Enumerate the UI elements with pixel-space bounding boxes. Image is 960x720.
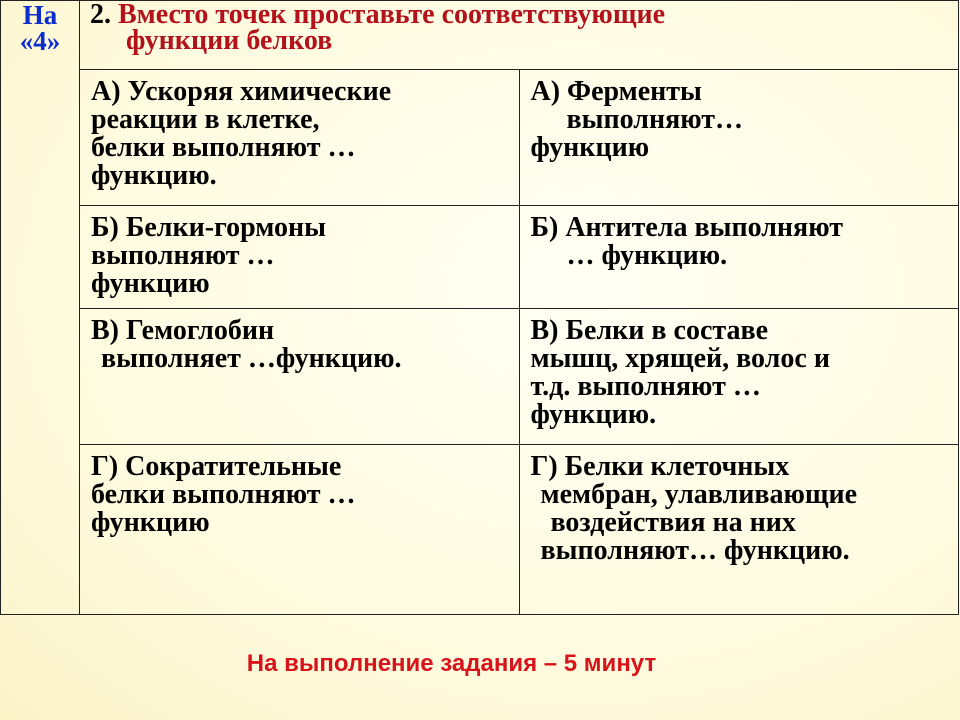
left-cell-b bbox=[80, 206, 520, 309]
cell-line: белки выполняют … bbox=[91, 132, 356, 163]
task-number: 2. bbox=[90, 0, 111, 30]
cell-line: реакции в клетке, bbox=[91, 104, 320, 135]
cell-line: белки выполняют … bbox=[91, 479, 356, 510]
cell-line: Г) Белки клеточных bbox=[530, 451, 790, 482]
cell-line: мышц, хрящей, волос и bbox=[530, 343, 830, 374]
cell-line: мембран, улавливающие bbox=[540, 479, 858, 510]
task-instruction-line1: Вместо точек проставьте соответствующие bbox=[118, 0, 666, 30]
grade-cell bbox=[1, 1, 80, 615]
grade-value: «4» bbox=[19, 26, 61, 56]
cell-line: воздействия на них bbox=[550, 507, 796, 538]
right-cell-a bbox=[519, 70, 959, 206]
cell-line: Б) Антитела выполняют bbox=[530, 212, 843, 243]
cell-line: функцию bbox=[91, 268, 210, 299]
cell-line: выполняют… функцию. bbox=[540, 535, 850, 566]
right-cell-d bbox=[519, 445, 959, 615]
cell-line: функцию. bbox=[91, 160, 217, 191]
cell-line: В) Гемоглобин bbox=[91, 315, 275, 346]
header-row bbox=[1, 1, 959, 70]
cell-line: выполняют… bbox=[566, 104, 744, 135]
task-instruction-line2: функции белков bbox=[126, 25, 333, 56]
cell-line: … функцию. bbox=[566, 240, 728, 271]
cell-line: функцию bbox=[91, 507, 210, 538]
grade-label: На bbox=[22, 0, 58, 30]
cell-line: т.д. выполняют … bbox=[530, 371, 761, 402]
cell-line: выполняют … bbox=[91, 240, 275, 271]
cell-line: В) Белки в составе bbox=[530, 315, 769, 346]
left-cell-c bbox=[80, 309, 520, 445]
cell-line: Г) Сократительные bbox=[91, 451, 342, 482]
table-row bbox=[1, 309, 959, 445]
cell-line: выполняет …функцию. bbox=[101, 343, 402, 374]
cell-line: Б) Белки-гормоны bbox=[91, 212, 326, 243]
cell-line: функцию. bbox=[530, 399, 657, 430]
table-row bbox=[1, 206, 959, 309]
cell-line: функцию bbox=[530, 132, 650, 163]
left-cell-d bbox=[80, 445, 520, 615]
cell-line: А) Ускоряя химические bbox=[91, 76, 392, 107]
time-limit-note: На выполнение задания – 5 минут bbox=[246, 650, 657, 677]
cell-line: А) Ферменты bbox=[530, 76, 702, 107]
task-header bbox=[80, 1, 959, 70]
left-cell-a bbox=[80, 70, 520, 206]
right-cell-b bbox=[519, 206, 959, 309]
table-row bbox=[1, 445, 959, 615]
right-cell-c bbox=[519, 309, 959, 445]
table-row bbox=[1, 70, 959, 206]
